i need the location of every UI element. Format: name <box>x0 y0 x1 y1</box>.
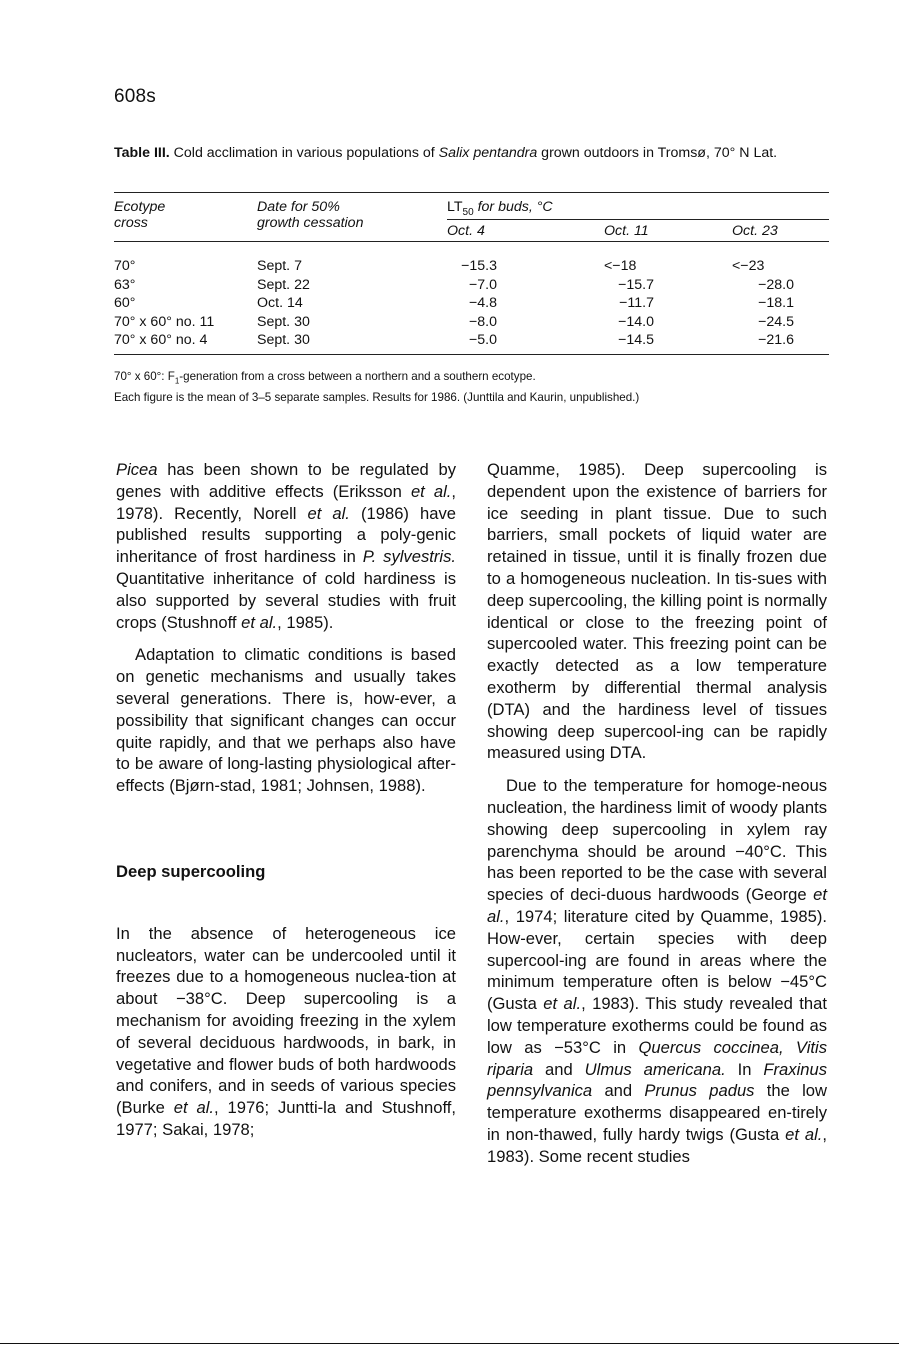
table-cell-ecotype: 60° <box>114 295 136 311</box>
lt50-prefix: LT <box>447 199 463 215</box>
header-date-line2: growth cessation <box>257 215 364 231</box>
italic-run: Quercus coccinea, Vitis riparia <box>487 1037 827 1079</box>
table-cell-oct23: −24.5 <box>758 313 794 330</box>
text-run: In <box>725 1059 764 1079</box>
paragraph <box>116 644 456 797</box>
table-note-2: Each figure is the mean of 3–5 separate samples. Results for 1986. (Junttila and Kaurin, unpublished.) <box>114 391 640 405</box>
table-cell-oct11: −11.7 <box>619 295 654 311</box>
table-cell-oct4: −5.0 <box>468 332 497 348</box>
note1-prefix: 70° x 60°: F <box>114 370 175 383</box>
table-cell-oct11: −15.7 <box>618 276 654 293</box>
table-cell-date: Sept. 7 <box>257 258 302 274</box>
text-run: , 1974; literature cited by Quamme, 1985). How-ever, certain species with deep supercool-ing are found in areas where the minimum temperature often is below −45°C (Gusta <box>487 906 827 1014</box>
italic-run: et al. <box>173 1098 215 1118</box>
caption-text-end: grown outdoors in Tromsø, 70° N Lat. <box>537 145 778 161</box>
italic-run: Picea <box>116 460 158 479</box>
page-number: 608s <box>114 86 157 107</box>
header-ecotype-line1: Ecotype <box>114 199 166 215</box>
text-run: has been shown to be regulated by genes with additive effects (Eriksson <box>116 460 456 501</box>
table-notes <box>114 368 834 406</box>
table-cell-ecotype: 70° <box>114 258 136 274</box>
text-run: the low temperature exotherms disappeared en-tirely in non-thawed, fully hardy twigs (Gusta <box>487 1081 827 1144</box>
table-top-rule <box>114 192 829 193</box>
caption-text: Cold acclimation in various populations of <box>169 145 439 161</box>
header-ecotype <box>114 199 165 231</box>
table-cell-oct4: −8.0 <box>468 313 497 330</box>
table-cell-oct23: −21.6 <box>758 332 794 348</box>
text-run: In the absence of heterogeneous ice nucleators, water can be undercooled until it freezes due to a homogeneous nuclea-tion at about −38°C. Deep supercooling is a mechanism for avoiding freezing in the xylem of several deciduous hardwoods, in bark, in vegetative and flower buds of both hardwoods and conifers, and in seeds of various species (Burke <box>116 923 456 1118</box>
table-cell-date: Oct. 14 <box>257 295 303 311</box>
header-ecotype-line2: cross <box>114 215 148 231</box>
table-cell-oct11: <−18 <box>604 258 637 274</box>
left-column <box>116 459 456 1141</box>
italic-run: et al. <box>307 503 350 523</box>
header-oct4: Oct. 4 <box>447 223 485 239</box>
table-bottom-rule <box>114 354 829 355</box>
header-oct23: Oct. 23 <box>732 223 778 239</box>
table-cell-ecotype: 70° x 60° no. 4 <box>114 332 208 348</box>
note1-sub: 1 <box>174 376 180 386</box>
header-oct11: Oct. 11 <box>604 223 649 239</box>
text-run: , 1978). Recently, Norell <box>116 481 457 523</box>
text-run: , 1983). Some recent studies <box>487 1124 827 1166</box>
text-run: Quantitative inheritance of cold hardiness is also supported by several studies with fruit crops (Stushnoff <box>116 568 456 632</box>
note1-suffix: -generation from a cross between a northern and a southern ecotype. <box>179 370 536 383</box>
text-run: Quamme, 1985). Deep supercooling is dependent upon the existence of barriers for ice seeding in plant tissue. Due to such barriers, small pockets of liquid water are retained in tissue, until it is finally frozen due to a homogeneous nucleation. In tis-sues with deep supercooling, the killing point is normally identical or close to the freezing point of supercooled water. This freezing point can be exactly detected as a low temperature exotherm by differential thermal analysis (DTA) and the hardiness level of tissues showing deep supercool-ing can be rapidly measured using DTA. <box>487 460 827 763</box>
table-cell-oct23: −18.1 <box>758 295 794 311</box>
section-heading: Deep supercooling <box>116 861 266 881</box>
table-cell-date: Sept. 30 <box>257 332 310 348</box>
table-cell-oct4: −4.8 <box>468 295 497 311</box>
text-run: and <box>533 1059 585 1079</box>
italic-run: et al. <box>410 481 452 501</box>
text-run: Due to the temperature for homoge-neous nucleation, the hardiness limit of woody plants showing deep supercooling in xylem ray parenchyma should be around −40°C. This has been reported to be the case with several species of deci-duous hardwoods (George <box>487 776 827 905</box>
header-lt50 <box>447 199 553 221</box>
table-header-rule <box>114 241 829 242</box>
text-run: , 1983). This study revealed that low temperature exotherms could be found as low as −53°C in <box>487 994 827 1057</box>
table-label: Table III. <box>114 145 170 161</box>
table-note-1 <box>114 368 834 389</box>
table-cell-ecotype: 63° <box>114 276 136 293</box>
right-column <box>487 459 827 1168</box>
text-run: (1986) have published results supporting a poly-genic inheritance of frost hardiness in <box>116 503 456 567</box>
paragraph <box>487 775 827 1167</box>
text-run: , 1985). <box>277 612 334 632</box>
italic-run: Ulmus americana. <box>584 1059 726 1079</box>
italic-run: et al. <box>487 885 827 926</box>
italic-run: Prunus padus <box>644 1081 755 1101</box>
table-cell-ecotype: 70° x 60° no. 11 <box>114 313 215 330</box>
header-date <box>257 199 363 231</box>
page-bottom-rule <box>0 1343 899 1344</box>
paragraph <box>116 459 456 633</box>
italic-run: et al. <box>241 612 278 632</box>
paragraph <box>116 923 456 1141</box>
text-run: Adaptation to climatic conditions is based on genetic mechanisms and usually takes several generations. There is, how-ever, a possibility that significant changes can occur quite rapidly, and that we perhaps also have to be aware of long-lasting physiological after-effects (Bjørn-stad, 1981; Johnsen, 1988). <box>116 645 456 796</box>
table-cell-oct11: −14.5 <box>618 332 654 348</box>
table-cell-oct23: −28.0 <box>758 276 794 293</box>
text-run: and <box>592 1081 645 1101</box>
text-run: , 1976; Juntti-la and Stushnoff, 1977; Sakai, 1978; <box>116 1098 456 1139</box>
table-cell-oct11: −14.0 <box>618 313 654 330</box>
italic-run: P. sylvestris. <box>362 547 456 567</box>
table-cell-date: Sept. 22 <box>257 276 310 293</box>
table-caption <box>114 144 834 162</box>
caption-species: Salix pentandra <box>438 145 538 161</box>
table-cell-oct4: −7.0 <box>468 276 497 293</box>
table-cell-oct23: <−23 <box>732 258 765 274</box>
table-subheader-rule <box>447 219 829 220</box>
table-cell-date: Sept. 30 <box>257 313 310 330</box>
lt50-sub: 50 <box>462 206 474 218</box>
paragraph <box>487 459 827 764</box>
italic-run: et al. <box>543 994 582 1014</box>
lt50-suffix: for buds, °C <box>473 199 553 215</box>
italic-run: Fraxinus pennsylvanica <box>487 1059 828 1101</box>
table-cell-oct4: −15.3 <box>461 258 497 274</box>
italic-run: et al. <box>785 1124 823 1144</box>
header-date-line1: Date for 50% <box>257 199 340 215</box>
